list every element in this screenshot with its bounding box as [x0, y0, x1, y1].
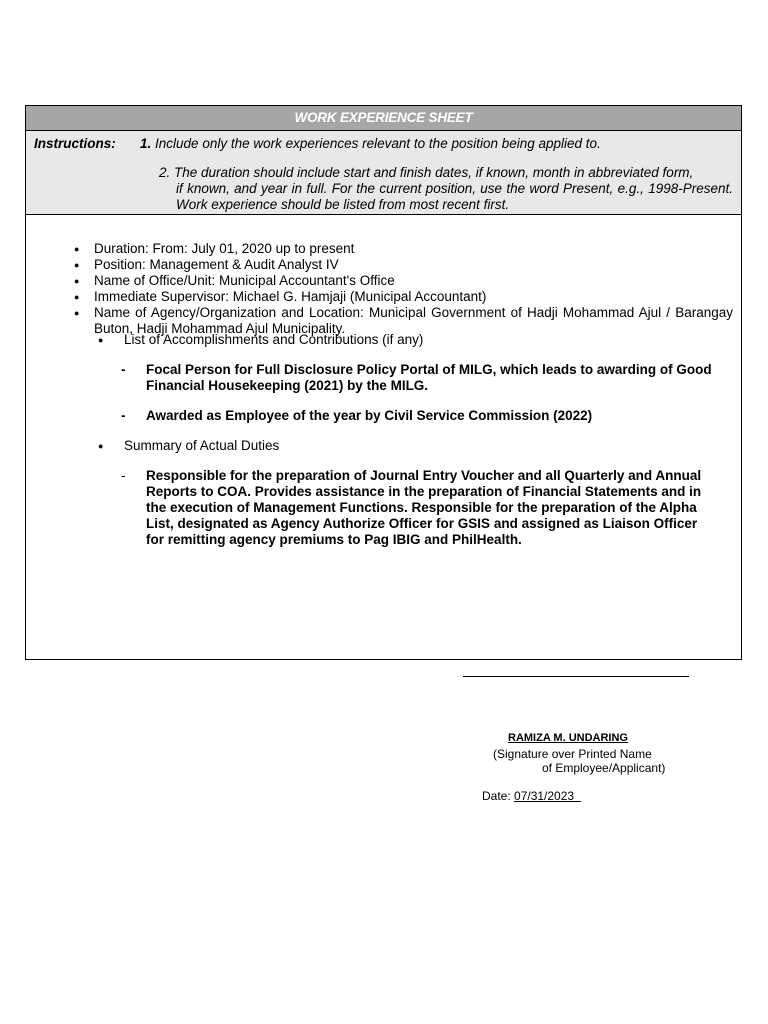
duties-heading-row: [98, 438, 733, 454]
sheet-title: WORK EXPERIENCE SHEET: [26, 106, 741, 131]
signature-line: [463, 676, 689, 677]
accomplishment-text: Focal Person for Full Disclosure Policy Portal of MILG, which leads to awarding of Good Financial Housekeeping (2021) by the MILG.: [146, 362, 712, 393]
details-list: [74, 241, 733, 337]
duty-item: [121, 468, 713, 548]
dash-icon: -: [121, 408, 126, 423]
dash-icon: -: [121, 362, 126, 377]
detail-duration: ● Duration: From: July 01, 2020 up to present: [74, 241, 733, 257]
date-field: [482, 789, 581, 803]
instructions-box: [26, 131, 741, 215]
accomplishment-item: [121, 408, 731, 424]
duties-heading: Summary of Actual Duties: [124, 438, 280, 453]
detail-agency: ● Name of Agency/Organization and Location: Municipal Government of Hadji Mohammad Ajul / Barangay Buton, Hadji Mohammad Ajul Municipality.: [74, 305, 733, 337]
accomplishments-heading-row: [98, 332, 733, 348]
detail-supervisor: ● Immediate Supervisor: Michael G. Hamjaji (Municipal Accountant): [74, 289, 733, 305]
instruction-2-line1: 2. The duration should include start and finish dates, if known, month in abbreviated form,: [159, 165, 694, 180]
instruction-1-text: Include only the work experiences relevant to the position being applied to.: [155, 136, 601, 151]
instruction-1: [140, 136, 601, 152]
work-experience-sheet: [25, 105, 742, 660]
signature-caption-2: of Employee/Applicant): [542, 761, 666, 775]
date-value: 07/31/2023: [514, 789, 581, 803]
accomplishments-heading: List of Accomplishments and Contributions (if any): [124, 332, 424, 347]
instruction-2: [134, 165, 733, 213]
employee-name: RAMIZA M. UNDARING: [508, 732, 628, 744]
date-label: Date:: [482, 789, 515, 803]
detail-position: ● Position: Management & Audit Analyst IV: [74, 257, 733, 273]
instruction-1-number: 1.: [140, 136, 152, 151]
detail-office: ● Name of Office/Unit: Municipal Accountant's Office: [74, 273, 733, 289]
instructions-label: Instructions:: [34, 136, 116, 151]
signature-caption-1: (Signature over Printed Name: [493, 747, 652, 761]
bullet-icon: ●: [98, 335, 104, 345]
accomplishment-text: Awarded as Employee of the year by Civil Service Commission (2022): [146, 408, 593, 423]
accomplishment-item: [121, 362, 731, 394]
dash-icon: -: [121, 468, 126, 483]
bullet-icon: ●: [98, 441, 104, 451]
instruction-2-rest: if known, and year in full. For the current position, use the word Present, e.g., 1998-Present. Work experience should be listed from most recent first.: [176, 181, 733, 212]
duty-text: Responsible for the preparation of Journal Entry Voucher and all Quarterly and Annual Reports to COA. Provides assistance in the preparation of Financial Statements and in the execution of Management Functions. Responsible for the preparation of the Alpha List, designated as Agency Authorize Officer for GSIS and assigned as Liaison Officer for remitting agency premiums to Pag IBIG and PhilHealth.: [146, 468, 702, 547]
